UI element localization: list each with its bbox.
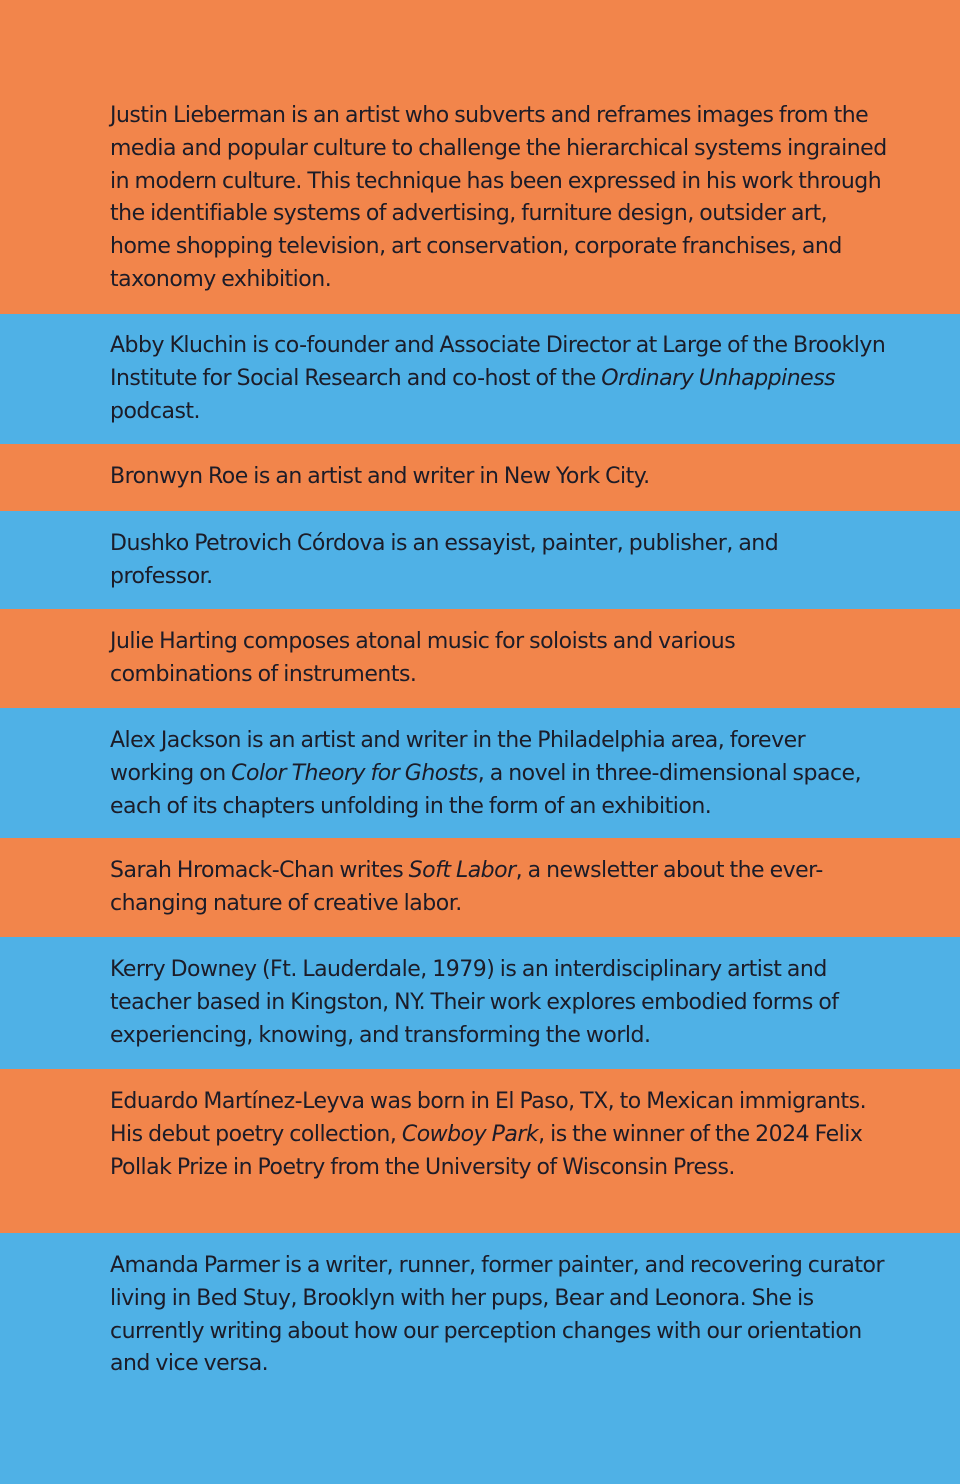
bio-text-sarah-hromack-chan: Sarah Hromack-Chan writes Soft Labor, a newsletter about the ever-changing nature of creative labor. bbox=[110, 858, 823, 916]
bio-text-alex-jackson: Alex Jackson is an artist and writer in the Philadelphia area, forever working on Color Theory for Ghosts, a novel in three-dimensional space, each of its chapters unfolding in the form of an exhibition. bbox=[110, 728, 862, 819]
bio-text-julie-harting: Julie Harting composes atonal music for soloists and various combinations of instruments. bbox=[110, 629, 736, 687]
bio-text-amanda-parmer: Amanda Parmer is a writer, runner, former painter, and recovering curator living in Bed Stuy, Brooklyn with her pups, Bear and Leonora. She is currently writing about how our perception changes with our orientation and vice versa. bbox=[110, 1253, 884, 1377]
bio-text-eduardo-martinez-leyva: Eduardo Martínez-Leyva was born in El Paso, TX, to Mexican immigrants. His debut poetry collection, Cowboy Park, is the winner of the 2024 Felix Pollak Prize in Poetry from the University of Wisconsin Press. bbox=[110, 1089, 867, 1180]
bio-band-dushko-petrovich-cordova bbox=[0, 511, 960, 609]
bio-band-alex-jackson bbox=[0, 708, 960, 838]
bio-band-julie-harting bbox=[0, 609, 960, 708]
bio-band-sarah-hromack-chan bbox=[0, 838, 960, 937]
bio-text-dushko-petrovich-cordova: Dushko Petrovich Córdova is an essayist, painter, publisher, and professor. bbox=[110, 531, 779, 589]
bio-band-abby-kluchin bbox=[0, 314, 960, 444]
bio-text-abby-kluchin: Abby Kluchin is co-founder and Associate Director at Large of the Brooklyn Institute for Social Research and co-host of the Ordinary Unhappiness podcast. bbox=[110, 333, 886, 424]
bio-text-bronwyn-roe: Bronwyn Roe is an artist and writer in New York City. bbox=[110, 464, 650, 489]
bio-band-eduardo-martinez-leyva bbox=[0, 1069, 960, 1233]
bio-band-bronwyn-roe bbox=[0, 444, 960, 511]
bio-band-amanda-parmer bbox=[0, 1233, 960, 1484]
bio-text-justin-lieberman: Justin Lieberman is an artist who subverts and reframes images from the media and popular culture to challenge the hierarchical systems ingrained in modern culture. This technique has been expressed in his work through the identifiable systems of advertising, furniture design, outsider art, home shopping television, art conservation, corporate franchises, and taxonomy exhibition. bbox=[110, 103, 887, 292]
bio-band-justin-lieberman bbox=[0, 0, 960, 314]
bio-band-kerry-downey bbox=[0, 937, 960, 1069]
bio-text-kerry-downey: Kerry Downey (Ft. Lauderdale, 1979) is an interdisciplinary artist and teacher based in Kingston, NY. Their work explores embodied forms of experiencing, knowing, and transforming the world. bbox=[110, 957, 839, 1048]
